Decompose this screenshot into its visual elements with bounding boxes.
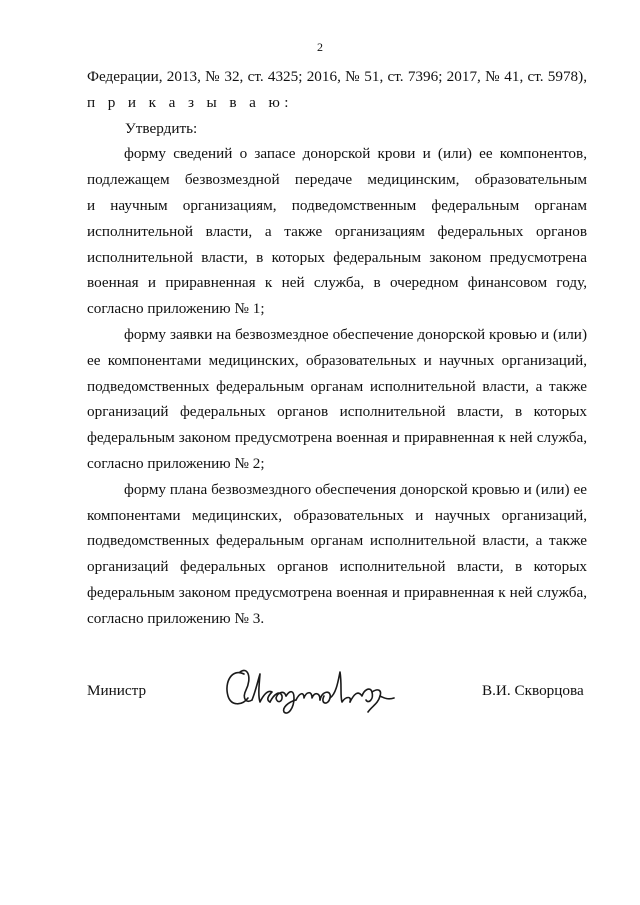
item-2-line: согласно приложению № 2; [87, 454, 265, 472]
item-1-paragraph [87, 141, 587, 322]
item-3-line: компонентами медицинских, образовательных и научных организаций, [87, 506, 587, 524]
item-2-line: федеральным законом предусмотрена военная и приравненная к ней служба, [87, 429, 587, 447]
item-2-line: форму заявки на безвозмездное обеспечение донорской кровью и (или) [124, 325, 587, 343]
item-1-line: согласно приложению № 1; [87, 300, 265, 318]
position-label: Министр [87, 682, 147, 699]
item-1-line: форму сведений о запасе донорской крови и (или) ее компонентов, [124, 145, 587, 163]
item-2-line: организаций федеральных органов исполнительной власти, в которых [87, 403, 587, 421]
order-word: п р и к а з ы в а ю: [87, 93, 293, 111]
item-1-line: военная и приравненная к ней служба, в очередном финансовом году, [87, 274, 587, 292]
item-1-line: и научным организациям, подведомственным федеральным органам [87, 196, 587, 214]
handwritten-signature [222, 660, 402, 720]
item-1-line: подлежащем безвозмездной передаче медицинским, образовательным [87, 171, 587, 189]
item-2-line: подведомственных федеральным органам исполнительной власти, а также [87, 377, 587, 395]
item-1-line: исполнительной власти, в которых федеральным законом предусмотрена [87, 248, 587, 266]
approve-label: Утвердить: [125, 119, 198, 137]
item-3-line: согласно приложению № 3. [87, 609, 265, 627]
document-body [87, 64, 587, 632]
intro-line: Федерации, 2013, № 32, ст. 4325; 2016, № 51, ст. 7396; 2017, № 41, ст. 5978), [87, 68, 587, 85]
item-1-line: исполнительной власти, а также организациям федеральных органов [87, 222, 587, 240]
item-3-paragraph [87, 477, 587, 632]
item-3-line: подведомственных федеральным органам исполнительной власти, а также [87, 532, 587, 550]
item-2-paragraph [87, 322, 587, 477]
item-3-line: организаций федеральных органов исполнительной власти, в которых [87, 558, 587, 576]
item-3-line: федеральным законом предусмотрена военная и приравненная к ней служба, [87, 583, 587, 601]
signer-name: В.И. Скворцова [482, 682, 584, 699]
signature-strokes [227, 670, 394, 713]
page-number: 2 [317, 40, 323, 54]
item-2-line: ее компонентами медицинских, образовательных и научных организаций, [87, 351, 587, 369]
item-3-line: форму плана безвозмездного обеспечения донорской кровью и (или) ее [124, 480, 587, 498]
signature-block [0, 660, 640, 730]
